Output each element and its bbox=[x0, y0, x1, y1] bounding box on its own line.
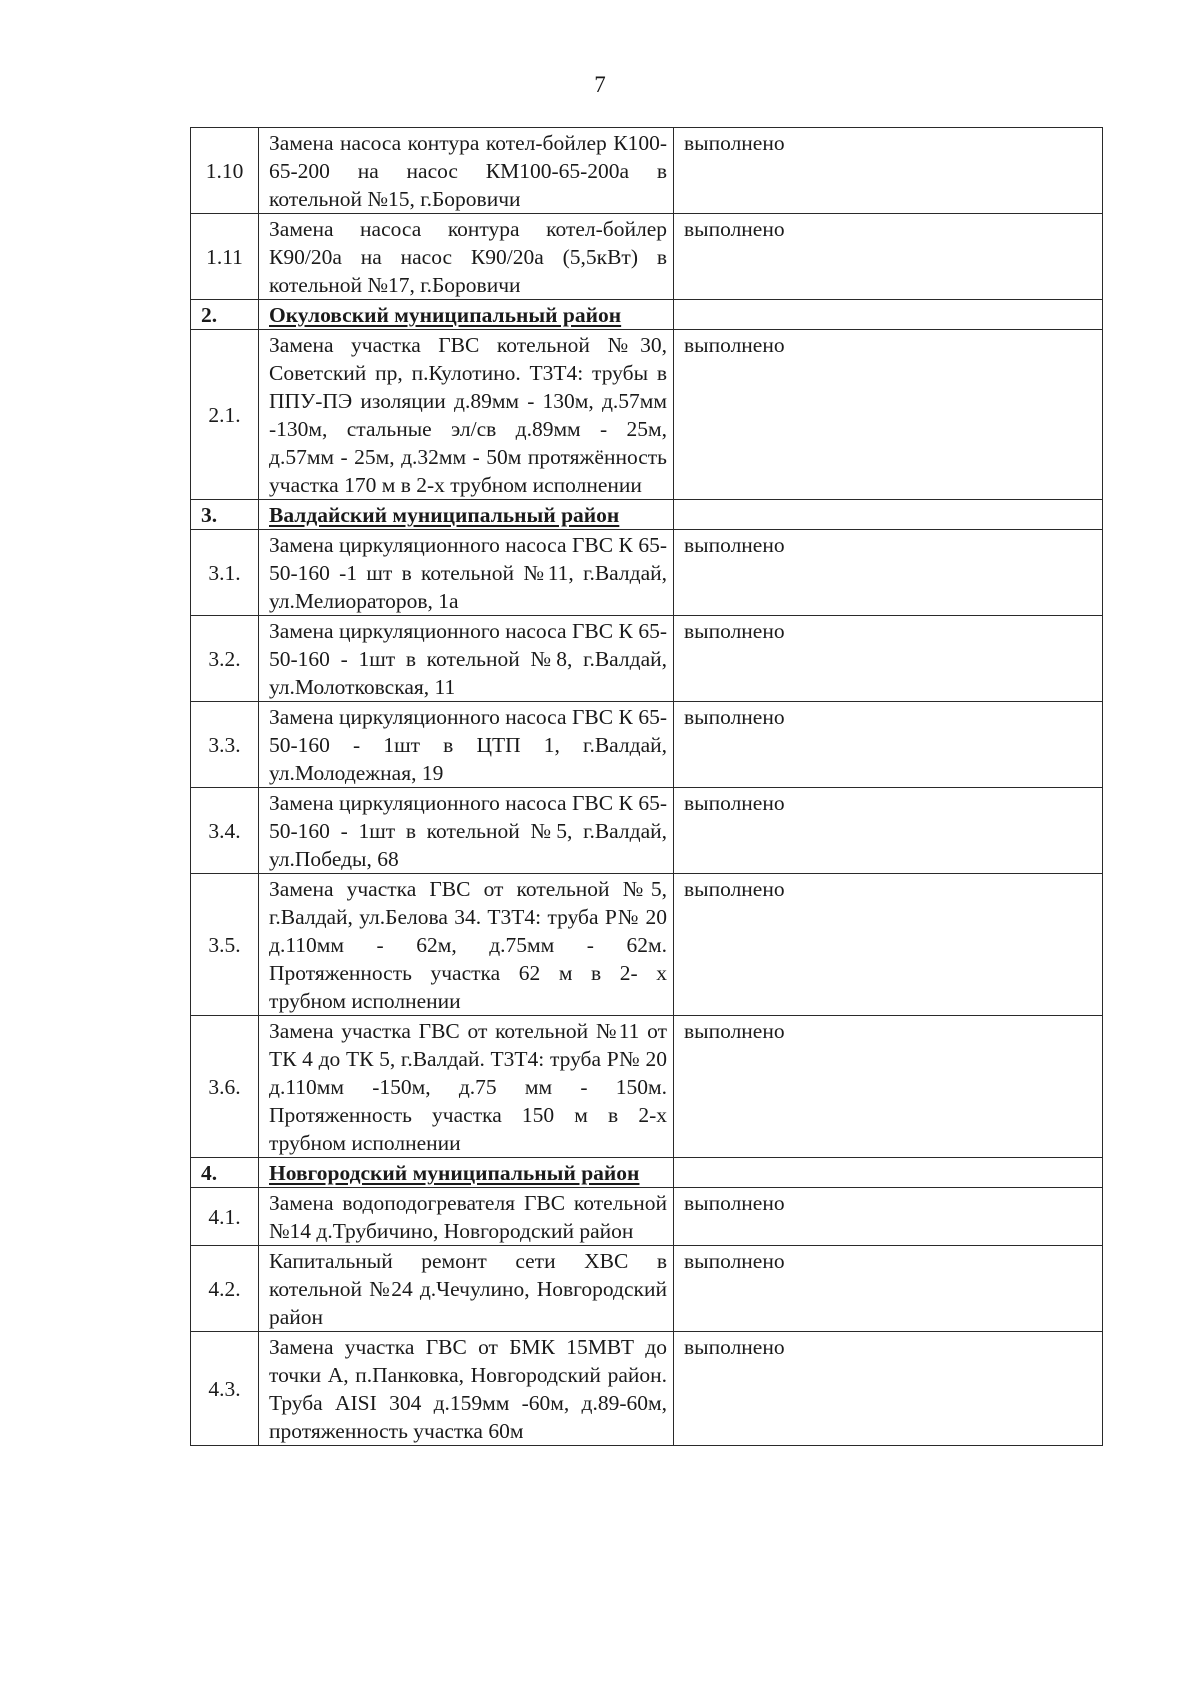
works-table-body bbox=[191, 128, 1103, 1446]
work-description: Замена участка ГВС котельной №30, Советский пр, п.Кулотино. Т3Т4: трубы в ППУ-ПЭ изоляции д.89мм - 130м, д.57мм -130м, стальные эл/св д.89мм - 25м, д.57мм - 25м, д.32мм - 50м протяжённость участка 170 м в 2-х трубном исполнении bbox=[259, 330, 674, 500]
work-status: выполнено bbox=[674, 128, 1103, 214]
row-number: 3.5. bbox=[191, 874, 259, 1016]
row-number: 2.1. bbox=[191, 330, 259, 500]
row-number: 3.2. bbox=[191, 616, 259, 702]
work-description: Замена участка ГВС от котельной №11 от ТК 4 до ТК 5, г.Валдай. Т3Т4: труба Р№ 20 д.110мм -150м, д.75 мм - 150м. Протяженность участка 150 м в 2-х трубном исполнении bbox=[259, 1016, 674, 1158]
section-status bbox=[674, 1158, 1103, 1188]
work-status: выполнено bbox=[674, 788, 1103, 874]
work-description: Замена водоподогревателя ГВС котельной №14 д.Трубичино, Новгородский район bbox=[259, 1188, 674, 1246]
work-description: Замена циркуляционного насоса ГВС К 65-50-160 -1 шт в котельной №11, г.Валдай, ул.Мелиораторов, 1а bbox=[259, 530, 674, 616]
section-title: Валдайский муниципальный район bbox=[259, 500, 674, 530]
section-number: 4. bbox=[191, 1158, 259, 1188]
section-row bbox=[191, 300, 1103, 330]
table-row bbox=[191, 214, 1103, 300]
row-number: 3.6. bbox=[191, 1016, 259, 1158]
table-row bbox=[191, 1188, 1103, 1246]
table-row bbox=[191, 530, 1103, 616]
section-row bbox=[191, 500, 1103, 530]
section-status bbox=[674, 500, 1103, 530]
work-status: выполнено bbox=[674, 1246, 1103, 1332]
table-row bbox=[191, 616, 1103, 702]
table-row bbox=[191, 128, 1103, 214]
row-number: 3.3. bbox=[191, 702, 259, 788]
table-row bbox=[191, 330, 1103, 500]
work-status: выполнено bbox=[674, 702, 1103, 788]
table-row bbox=[191, 702, 1103, 788]
work-status: выполнено bbox=[674, 874, 1103, 1016]
row-number: 4.3. bbox=[191, 1332, 259, 1446]
work-description: Капитальный ремонт сети ХВС в котельной №24 д.Чечулино, Новгородский район bbox=[259, 1246, 674, 1332]
work-status: выполнено bbox=[674, 616, 1103, 702]
work-status: выполнено bbox=[674, 530, 1103, 616]
section-number: 3. bbox=[191, 500, 259, 530]
work-status: выполнено bbox=[674, 214, 1103, 300]
table-row bbox=[191, 1246, 1103, 1332]
work-description: Замена насоса контура котел-бойлер К100-65-200 на насос КМ100-65-200а в котельной №15, г.Боровичи bbox=[259, 128, 674, 214]
work-status: выполнено bbox=[674, 330, 1103, 500]
work-status: выполнено bbox=[674, 1332, 1103, 1446]
section-title: Новгородский муниципальный район bbox=[259, 1158, 674, 1188]
section-number: 2. bbox=[191, 300, 259, 330]
row-number: 4.2. bbox=[191, 1246, 259, 1332]
row-number: 3.4. bbox=[191, 788, 259, 874]
work-description: Замена участка ГВС от БМК 15МВТ до точки А, п.Панковка, Новгородский район. Труба AISI 304 д.159мм -60м, д.89-60м, протяженность участка 60м bbox=[259, 1332, 674, 1446]
row-number: 1.10 bbox=[191, 128, 259, 214]
row-number: 4.1. bbox=[191, 1188, 259, 1246]
section-row bbox=[191, 1158, 1103, 1188]
table-row bbox=[191, 1016, 1103, 1158]
work-status: выполнено bbox=[674, 1188, 1103, 1246]
work-description: Замена циркуляционного насоса ГВС К 65-50-160 - 1шт в котельной №5, г.Валдай, ул.Победы, 68 bbox=[259, 788, 674, 874]
row-number: 3.1. bbox=[191, 530, 259, 616]
works-table bbox=[190, 127, 1103, 1446]
row-number: 1.11 bbox=[191, 214, 259, 300]
table-row bbox=[191, 788, 1103, 874]
section-title: Окуловский муниципальный район bbox=[259, 300, 674, 330]
work-description: Замена насоса контура котел-бойлер К90/20а на насос К90/20а (5,5кВт) в котельной №17, г.Боровичи bbox=[259, 214, 674, 300]
page-number: 7 bbox=[594, 72, 606, 97]
work-description: Замена циркуляционного насоса ГВС К 65-50-160 - 1шт в ЦТП 1, г.Валдай, ул.Молодежная, 19 bbox=[259, 702, 674, 788]
work-description: Замена циркуляционного насоса ГВС К 65-50-160 - 1шт в котельной №8, г.Валдай, ул.Молотковская, 11 bbox=[259, 616, 674, 702]
work-description: Замена участка ГВС от котельной №5, г.Валдай, ул.Белова 34. Т3Т4: труба Р№ 20 д.110мм - 62м, д.75мм - 62м. Протяженность участка 62 м в 2- х трубном исполнении bbox=[259, 874, 674, 1016]
table-row bbox=[191, 1332, 1103, 1446]
section-status bbox=[674, 300, 1103, 330]
table-row bbox=[191, 874, 1103, 1016]
work-status: выполнено bbox=[674, 1016, 1103, 1158]
